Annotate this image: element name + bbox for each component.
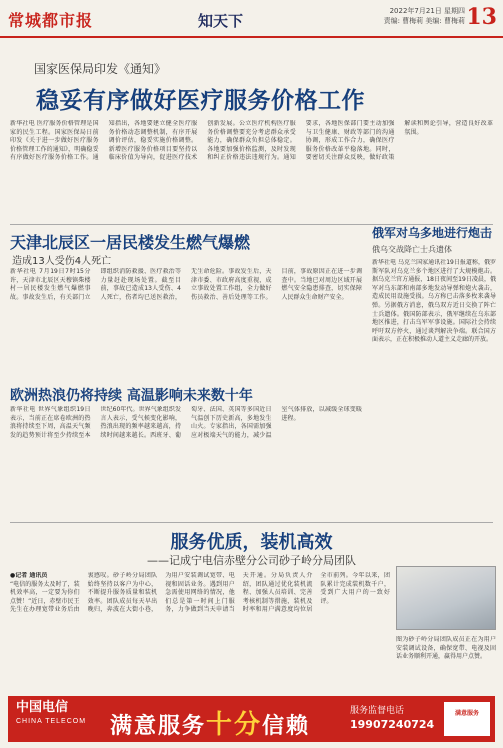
logo-en-text: CHINA TELECOM — [16, 718, 87, 725]
service-badge-icon: 满意服务 — [444, 702, 490, 736]
logo-cn-text: 中国电信 — [16, 700, 69, 715]
feature-photo — [396, 566, 496, 630]
sidebar-story — [372, 226, 496, 518]
telecom-ad-banner[interactable] — [8, 696, 495, 742]
feature-headline: 服务优质，装机高效 — [170, 532, 333, 553]
editor-line: 责编: 曹梅莉 美编: 曹梅莉 — [383, 17, 465, 25]
sidebar-subheadline: 俄乌交战降亡士兵遗体 — [372, 245, 452, 254]
lead-headline: 稳妥有序做好医疗服务价格工作 — [36, 88, 365, 114]
section-title: 知天下 — [198, 12, 244, 30]
feature-subheadline: ——记成宁电信赤壁分公司砂子岭分局团队 — [147, 554, 356, 567]
lead-kicker: 国家医保局印发《通知》 — [34, 62, 167, 76]
hotline-label: 服务监督电话 — [350, 706, 405, 716]
hotline-number: 19907240724 — [350, 718, 435, 731]
story2-body-text: 新华社电 7月19日7时15分许，天津市北辰区天穆镇柴楼村一居民楼发生燃气爆燃事故。事故发生后，有关部门立即组织消防救援、医疗救治等力量赶赴现场处置。截至目前，事故已造成13人受伤、4人死亡，伤者均已送医救治，无生命危险。事故发生后，天津市委、市政府高度重视，成立事故处置工作组，全力做好伤员救治、善后处理等工作。目前，事故原因正在进一步调查中。当地已对周边区域开展燃气安全隐患排查，切实保障人民群众生命财产安全。 — [10, 268, 362, 301]
newspaper-brand: 常城都市报 — [8, 11, 94, 30]
lead-body — [10, 120, 493, 220]
feature-byline: ●记者 通讯员 — [10, 572, 48, 579]
ad-hotline — [350, 705, 434, 731]
lead-body-text: 新华社电 医疗服务价格管理是国家的民生工程。国家医保局日前印发《关于进一步做好医疗服务价格管理工作的通知》，明确稳妥有序做好医疗服务价格工作。通知指出，各地要建立健全医疗服务价格动态调整机制，有序开展调价评估，稳妥实施价格调整。新增医疗服务价格项目要坚持以临床价值为导向，促进医疗技术创新发展。公立医疗机构医疗服务价格调整要充分考虑群众承受能力，确保群众负担总体稳定。各地要加强价格监测，及时发现和纠正价格违法违规行为。通知要求，各地医保部门要主动加强与卫生健康、财政等部门的沟通协调，形成工作合力，确保医疗服务价格改革平稳落地。同时，要密切关注群众反映，做好政策解读和舆论引导，营造良好改革氛围。 — [10, 120, 493, 162]
divider-line — [10, 522, 493, 523]
publication-info — [384, 6, 465, 26]
divider-line — [10, 224, 493, 225]
china-telecom-logo — [16, 701, 86, 729]
slogan-part-c: 信赖 — [262, 714, 311, 739]
page-number: 13 — [466, 4, 497, 30]
story2-headline: 天津北辰区一居民楼发生燃气爆燃 — [10, 233, 251, 252]
story3-body-text: 新华社电 世界气象组织19日表示，当前正在席卷欧洲的热浪将持续至下周，高温天气频发的趋势预计将至少持续至本世纪60年代。世界气象组织发言人表示，受气候变化影响，热浪出现的频率越来越高，持续时间越来越长。西班牙、葡萄牙、法国、英国等多国近日气温创下历史新高，多地发生山火。专家指出，各国需加强应对极端天气的能力，减少温室气体排放，以减缓全球变暖进程。 — [10, 406, 362, 439]
sidebar-body: 新华社电 乌克兰国家通讯社19日报道称，俄罗斯军队对乌克兰多个地区进行了大规模炮击。据乌克兰官方通报，18日夜间至19日凌晨，俄军对乌东部和南部多地发动导弹和炮火袭击，造成民用设施受损。乌方称已击落多枚来袭导弹。另据俄方消息，俄乌双方近日交换了阵亡士兵遗体。俄国防部表示，俄军继续在乌东部地区推进，打击乌军军事设施。国际社会持续呼吁双方停火，通过谈判解决争端。联合国方面表示，正在积极推动人道主义走廊的开放。 — [372, 259, 496, 344]
story2-subheadline: 造成13人受伤4人死亡 — [12, 256, 112, 267]
story3-headline: 欧洲热浪仍将持续 高温影响未来数十年 — [10, 388, 253, 404]
story3-body — [10, 406, 362, 518]
story2-body — [10, 268, 362, 380]
feature-photo-caption: 图为砂子岭分局团队成员正在为用户安装调试设备，确保宽带、电视及固话业务顺利开通，赢得用户点赞。 — [396, 636, 496, 661]
feature-body-text: “电信的服务太及时了，装机效率高，一定要为你们点赞！”近日，赤壁市民王先生在办理宽带业务后由衷感叹。砂子岭分局团队始终坚持以客户为中心，不断提升服务质量和装机效率。团队成员每天早出晚归，奔波在大街小巷，为用户安装调试宽带、电视和固话业务。遇到用户急需使用网络的情况，他们总是第一时间上门服务，力争做到当天申请当天开通。分局负责人介绍，团队通过优化装机流程、加强人员培训、完善考核机制等措施，装机及时率和用户满意度均位居全市前列。今年以来，团队累计完成装机数千户，受到广大用户的一致好评。 — [10, 572, 390, 614]
slogan-part-b: 十分 — [206, 710, 263, 740]
masthead — [0, 0, 503, 38]
issue-date: 2022年7月21日 星期四 — [389, 7, 465, 15]
slogan-part-a: 满意服务 — [110, 714, 207, 739]
sidebar-headline: 俄军对乌多地进行炮击 — [372, 226, 493, 240]
ad-slogan — [110, 704, 310, 741]
feature-body — [10, 572, 390, 690]
